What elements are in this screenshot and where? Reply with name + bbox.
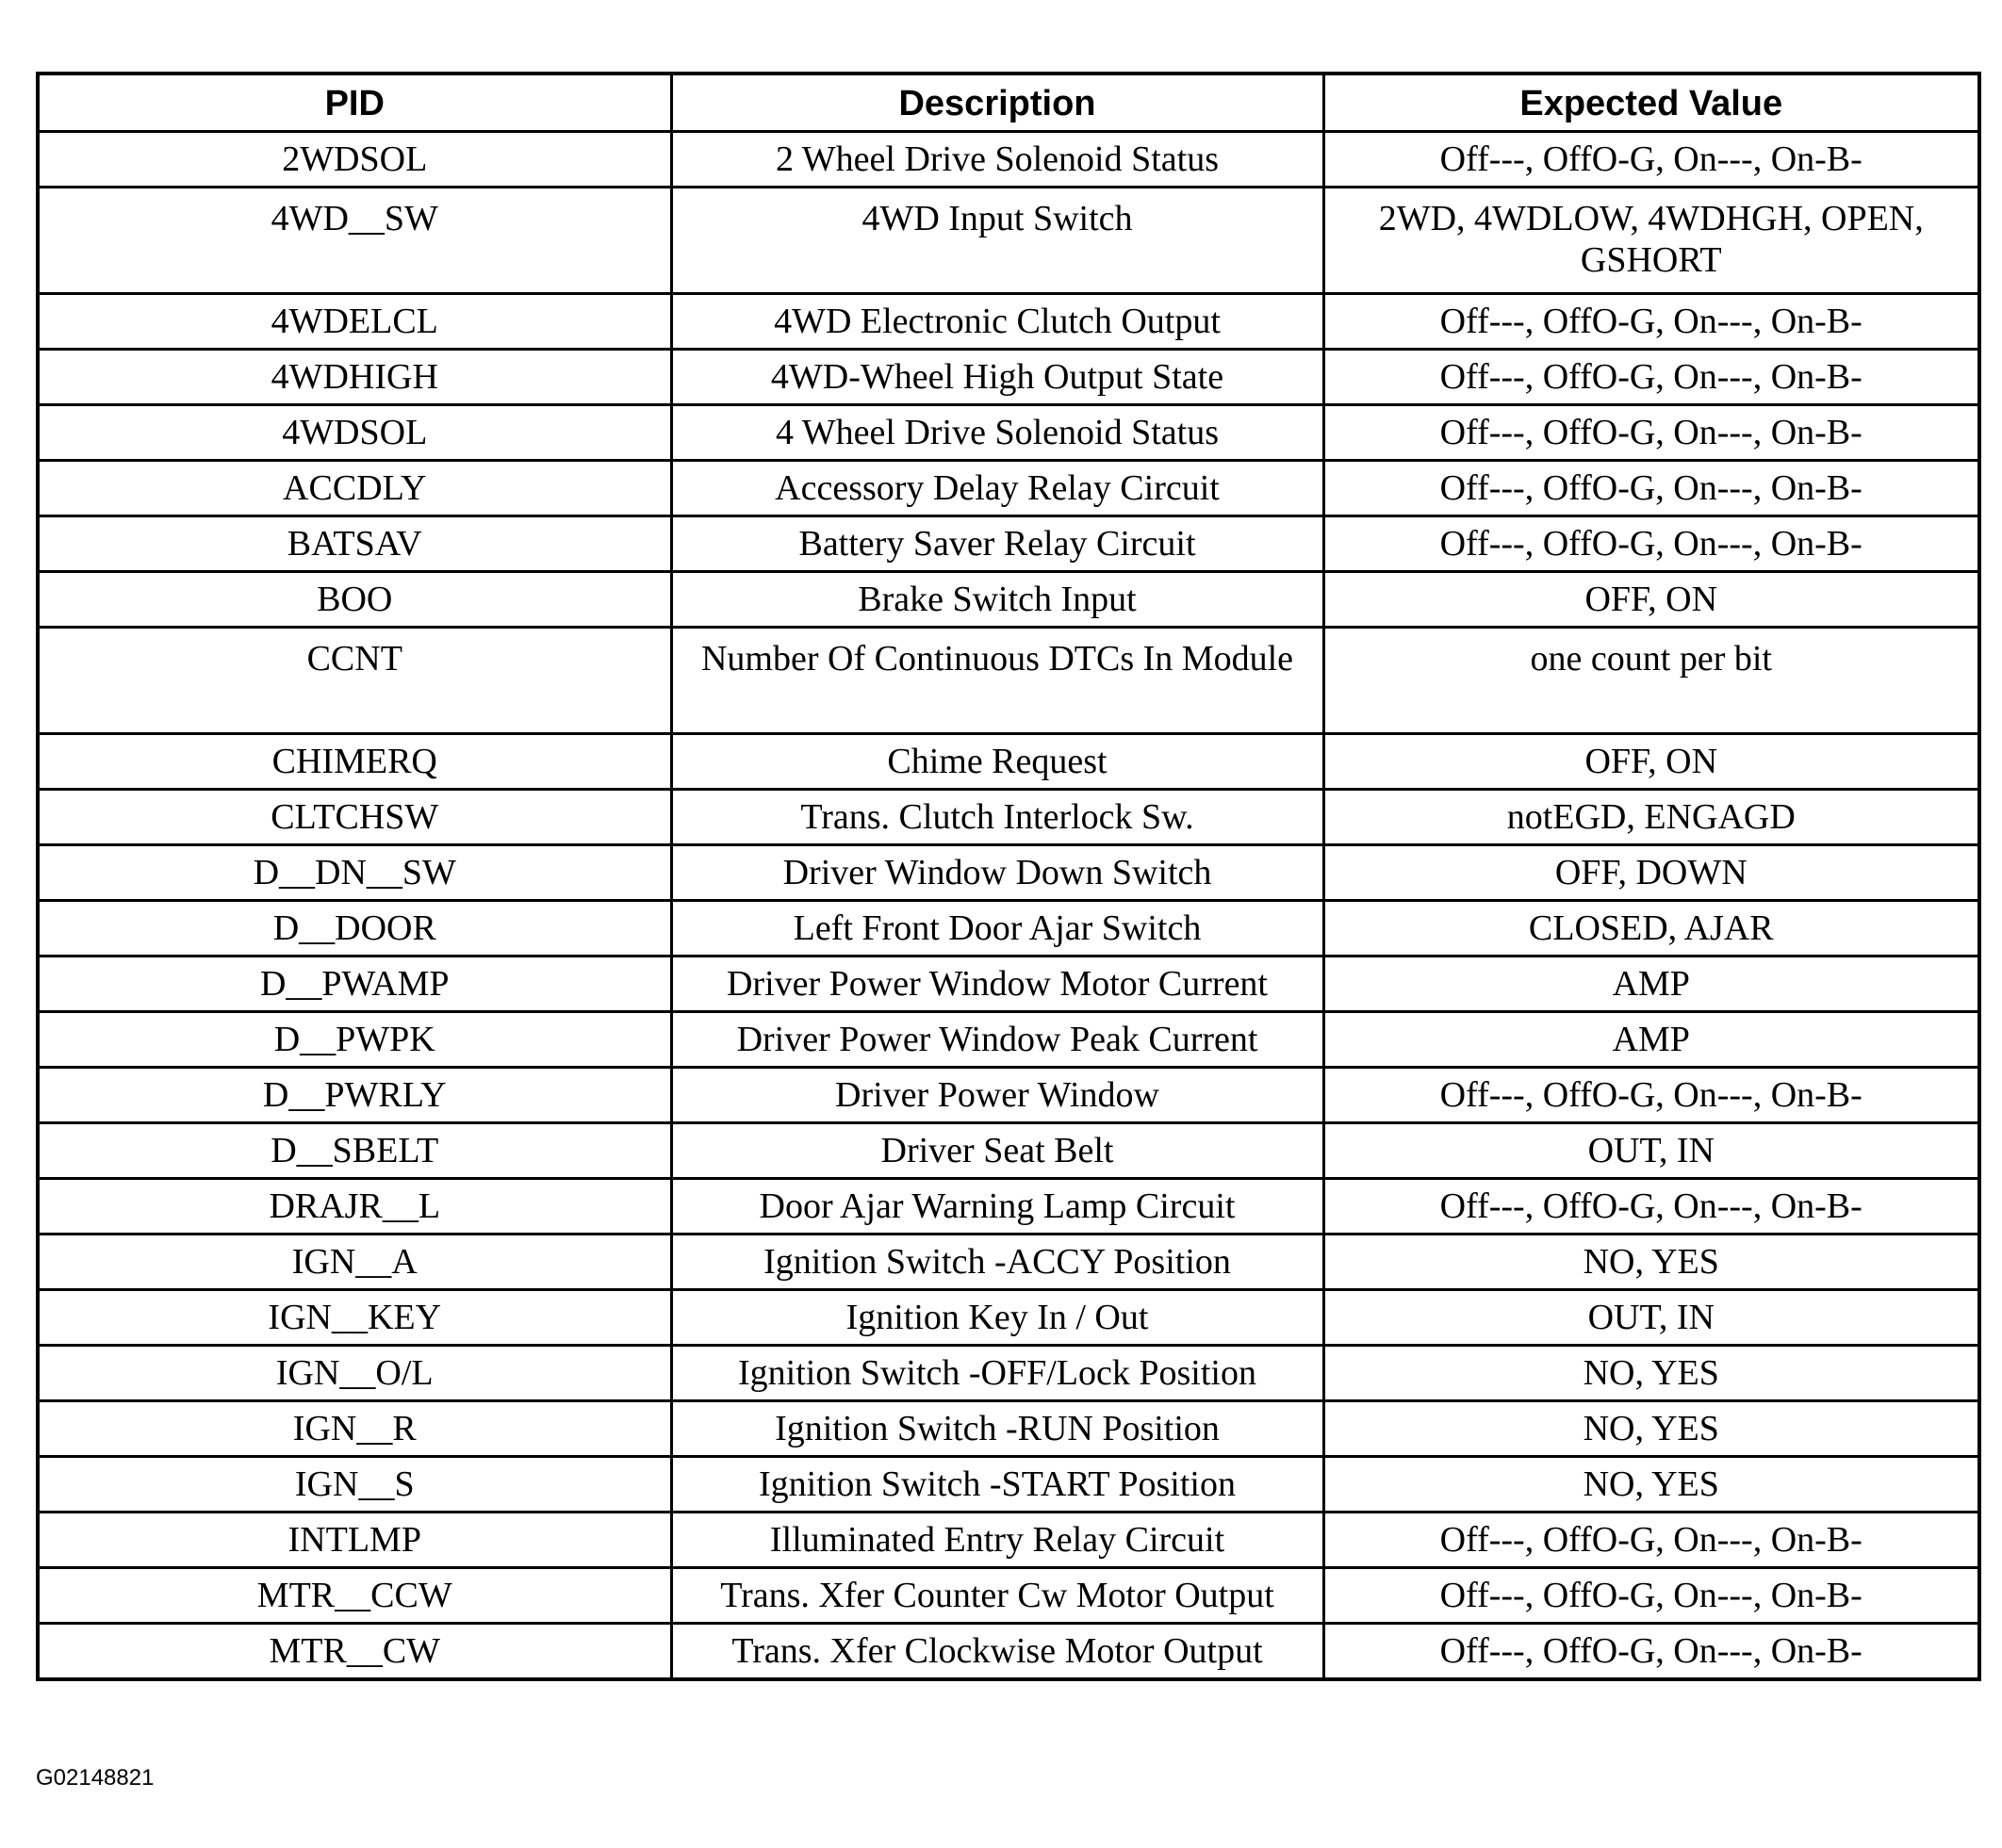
description-cell: 4WD Input Switch bbox=[671, 188, 1323, 294]
description-cell: 4WD-Wheel High Output State bbox=[671, 350, 1323, 405]
description-cell: Trans. Clutch Interlock Sw. bbox=[671, 790, 1323, 845]
header-row bbox=[38, 74, 1979, 132]
description-cell: Driver Seat Belt bbox=[671, 1123, 1323, 1179]
description-cell: Ignition Key In / Out bbox=[671, 1290, 1323, 1346]
table-row bbox=[38, 516, 1979, 572]
description-cell: 2 Wheel Drive Solenoid Status bbox=[671, 132, 1323, 188]
table-row bbox=[38, 1012, 1979, 1068]
description-cell: Driver Power Window Motor Current bbox=[671, 957, 1323, 1012]
pid-cell: MTR__CCW bbox=[38, 1568, 671, 1624]
expected-value-cell: Off---, OffO-G, On---, On-B- bbox=[1323, 405, 1979, 461]
description-cell: Left Front Door Ajar Switch bbox=[671, 901, 1323, 957]
table-body bbox=[38, 132, 1979, 1680]
description-cell: Number Of Continuous DTCs In Module bbox=[671, 628, 1323, 734]
description-cell: Battery Saver Relay Circuit bbox=[671, 516, 1323, 572]
table-row bbox=[38, 294, 1979, 350]
table-row bbox=[38, 1401, 1979, 1457]
pid-cell: ACCDLY bbox=[38, 461, 671, 516]
table-row bbox=[38, 350, 1979, 405]
expected-value-cell: 2WD, 4WDLOW, 4WDHGH, OPEN, GSHORT bbox=[1323, 188, 1979, 294]
pid-cell: IGN__A bbox=[38, 1235, 671, 1290]
pid-cell: CHIMERQ bbox=[38, 734, 671, 790]
pid-cell: CCNT bbox=[38, 628, 671, 734]
table-row bbox=[38, 188, 1979, 294]
expected-value-cell: NO, YES bbox=[1323, 1457, 1979, 1513]
pid-cell: IGN__R bbox=[38, 1401, 671, 1457]
description-cell: Ignition Switch -ACCY Position bbox=[671, 1235, 1323, 1290]
pid-cell: BOO bbox=[38, 572, 671, 628]
table-row bbox=[38, 1235, 1979, 1290]
description-cell: Driver Window Down Switch bbox=[671, 845, 1323, 901]
pid-cell: D__DOOR bbox=[38, 901, 671, 957]
expected-value-cell: Off---, OffO-G, On---, On-B- bbox=[1323, 1068, 1979, 1123]
table-row bbox=[38, 1346, 1979, 1401]
table-row bbox=[38, 1179, 1979, 1235]
description-cell: Driver Power Window Peak Current bbox=[671, 1012, 1323, 1068]
table-row bbox=[38, 734, 1979, 790]
header-pid: PID bbox=[38, 74, 671, 132]
pid-cell: 4WDSOL bbox=[38, 405, 671, 461]
description-cell: Driver Power Window bbox=[671, 1068, 1323, 1123]
pid-cell: 4WD__SW bbox=[38, 188, 671, 294]
expected-value-cell: AMP bbox=[1323, 1012, 1979, 1068]
pid-cell: D__PWRLY bbox=[38, 1068, 671, 1123]
table-row bbox=[38, 405, 1979, 461]
table-row bbox=[38, 1457, 1979, 1513]
description-cell: Ignition Switch -START Position bbox=[671, 1457, 1323, 1513]
expected-value-cell: CLOSED, AJAR bbox=[1323, 901, 1979, 957]
description-cell: Ignition Switch -RUN Position bbox=[671, 1401, 1323, 1457]
table-row bbox=[38, 132, 1979, 188]
table-row bbox=[38, 790, 1979, 845]
expected-value-cell: OFF, ON bbox=[1323, 572, 1979, 628]
description-cell: Brake Switch Input bbox=[671, 572, 1323, 628]
expected-value-cell: Off---, OffO-G, On---, On-B- bbox=[1323, 294, 1979, 350]
expected-value-cell: Off---, OffO-G, On---, On-B- bbox=[1323, 1568, 1979, 1624]
description-cell: Accessory Delay Relay Circuit bbox=[671, 461, 1323, 516]
pid-cell: IGN__S bbox=[38, 1457, 671, 1513]
table-row bbox=[38, 845, 1979, 901]
expected-value-cell: Off---, OffO-G, On---, On-B- bbox=[1323, 1179, 1979, 1235]
pid-cell: IGN__O/L bbox=[38, 1346, 671, 1401]
expected-value-cell: notEGD, ENGAGD bbox=[1323, 790, 1979, 845]
table-row bbox=[38, 1624, 1979, 1680]
expected-value-cell: OUT, IN bbox=[1323, 1123, 1979, 1179]
pid-cell: DRAJR__L bbox=[38, 1179, 671, 1235]
description-cell: Trans. Xfer Clockwise Motor Output bbox=[671, 1624, 1323, 1680]
expected-value-cell: Off---, OffO-G, On---, On-B- bbox=[1323, 516, 1979, 572]
expected-value-cell: NO, YES bbox=[1323, 1235, 1979, 1290]
pid-cell: INTLMP bbox=[38, 1513, 671, 1568]
figure-id-label: G02148821 bbox=[36, 1765, 155, 1791]
pid-cell: IGN__KEY bbox=[38, 1290, 671, 1346]
table-row bbox=[38, 628, 1979, 734]
expected-value-cell: OUT, IN bbox=[1323, 1290, 1979, 1346]
expected-value-cell: Off---, OffO-G, On---, On-B- bbox=[1323, 1624, 1979, 1680]
table-row bbox=[38, 1513, 1979, 1568]
pid-cell: MTR__CW bbox=[38, 1624, 671, 1680]
pid-table bbox=[36, 72, 1981, 1681]
pid-cell: CLTCHSW bbox=[38, 790, 671, 845]
table-row bbox=[38, 1290, 1979, 1346]
expected-value-cell: NO, YES bbox=[1323, 1401, 1979, 1457]
expected-value-cell: Off---, OffO-G, On---, On-B- bbox=[1323, 461, 1979, 516]
header-description: Description bbox=[671, 74, 1323, 132]
description-cell: Ignition Switch -OFF/Lock Position bbox=[671, 1346, 1323, 1401]
pid-cell: 4WDELCL bbox=[38, 294, 671, 350]
table-row bbox=[38, 1123, 1979, 1179]
expected-value-cell: NO, YES bbox=[1323, 1346, 1979, 1401]
pid-cell: D__PWAMP bbox=[38, 957, 671, 1012]
expected-value-cell: OFF, ON bbox=[1323, 734, 1979, 790]
header-expected-value: Expected Value bbox=[1323, 74, 1979, 132]
expected-value-cell: Off---, OffO-G, On---, On-B- bbox=[1323, 350, 1979, 405]
table-row bbox=[38, 1568, 1979, 1624]
table-row bbox=[38, 1068, 1979, 1123]
table-row bbox=[38, 461, 1979, 516]
expected-value-cell: OFF, DOWN bbox=[1323, 845, 1979, 901]
pid-cell: 4WDHIGH bbox=[38, 350, 671, 405]
description-cell: Door Ajar Warning Lamp Circuit bbox=[671, 1179, 1323, 1235]
description-cell: 4WD Electronic Clutch Output bbox=[671, 294, 1323, 350]
expected-value-cell: AMP bbox=[1323, 957, 1979, 1012]
table-header bbox=[38, 74, 1979, 132]
pid-cell: BATSAV bbox=[38, 516, 671, 572]
expected-value-cell: Off---, OffO-G, On---, On-B- bbox=[1323, 132, 1979, 188]
pid-cell: D__SBELT bbox=[38, 1123, 671, 1179]
pid-cell: D__PWPK bbox=[38, 1012, 671, 1068]
table-row bbox=[38, 957, 1979, 1012]
description-cell: Trans. Xfer Counter Cw Motor Output bbox=[671, 1568, 1323, 1624]
table-row bbox=[38, 572, 1979, 628]
description-cell: Illuminated Entry Relay Circuit bbox=[671, 1513, 1323, 1568]
expected-value-cell: Off---, OffO-G, On---, On-B- bbox=[1323, 1513, 1979, 1568]
pid-cell: 2WDSOL bbox=[38, 132, 671, 188]
description-cell: Chime Request bbox=[671, 734, 1323, 790]
pid-cell: D__DN__SW bbox=[38, 845, 671, 901]
expected-value-cell: one count per bit bbox=[1323, 628, 1979, 734]
table-row bbox=[38, 901, 1979, 957]
description-cell: 4 Wheel Drive Solenoid Status bbox=[671, 405, 1323, 461]
